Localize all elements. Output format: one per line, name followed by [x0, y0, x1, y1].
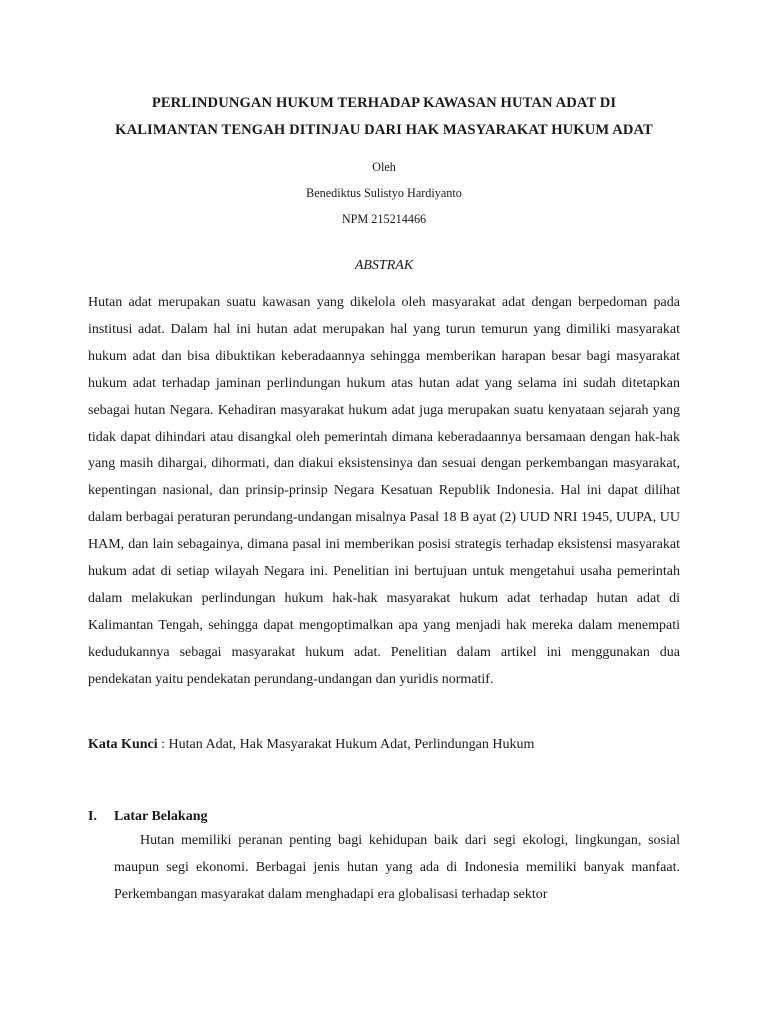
byline-oleh: Oleh — [372, 160, 396, 174]
paper-title-line-1: PERLINDUNGAN HUKUM TERHADAP KAWASAN HUTAN ADAT DI — [151, 95, 617, 111]
paper-title — [80, 90, 688, 144]
section-number: I. — [88, 809, 97, 824]
section-paragraph: Hutan memiliki peranan penting bagi kehidupan baik dari segi ekologi, lingkungan, sosial maupun segi ekonomi. Berbagai jenis hutan yang ada di Indonesia memiliki banyak manfaat. Perkembangan masyarakat dalam menghadapi era globalisasi terhadap sektor — [114, 833, 680, 902]
keywords-value: Hutan Adat, Hak Masyarakat Hukum Adat, Perlindungan Hukum — [168, 737, 535, 752]
student-number: NPM 215214466 — [341, 212, 427, 226]
keywords-line — [88, 734, 688, 756]
author-block — [80, 154, 688, 232]
abstract-heading: ABSTRAK — [354, 258, 414, 273]
author-name: Benediktus Sulistyo Hardiyanto — [306, 186, 462, 200]
abstract-paragraph: Hutan adat merupakan suatu kawasan yang dikelola oleh masyarakat adat dengan berpedoman pada institusi adat. Dalam hal ini hutan adat merupakan hal yang turun temurun yang dimiliki masyarakat hukum adat dan bisa dibuktikan keberadaannya sehingga memberikan harapan besar bagi masyarakat hukum adat terhadap jaminan perlindungan hukum atas hutan adat yang selama ini sudah ditetapkan sebagai hutan Negara. Kehadiran masyarakat hukum adat juga merupakan suatu kenyataan sejarah yang tidak dapat dihindari atau disangkal oleh pemerintah dimana keberadaannya bersamaan dengan hak-hak yang masih dihargai, dihormati, dan diakui eksistensinya dan sesuai dengan perkembangan masyarakat, kepentingan nasional, dan prinsip-prinsip Negara Kesatuan Republik Indonesia. Hal ini dapat dilihat dalam berbagai peraturan perundang-undangan misalnya Pasal 18 B ayat (2) UUD NRI 1945, UUPA, UU HAM, dan lain sebagainya, dimana pasal ini memberikan posisi strategis terhadap eksistensi masyarakat hukum adat di setiap wilayah Negara ini. Penelitian ini bertujuan untuk mengetahui usaha pemerintah dalam melakukan perlindungan hukum hak-hak masyarakat hukum adat terhadap hutan adat di Kalimantan Tengah, sehingga dapat mengoptimalkan apa yang menjadi hak mereka dalam menempati kedudukannya sebagai masyarakat hukum adat. Penelitian dalam artikel ini menggunakan dua pendekatan yaitu pendekatan perundang-undangan dan yuridis normatif. — [88, 295, 681, 687]
keywords-label: Kata Kunci — [88, 737, 158, 752]
keywords-separator: : — [157, 737, 169, 752]
section-heading — [88, 806, 207, 828]
paper-title-line-2: KALIMANTAN TENGAH DITINJAU DARI HAK MASYARAKAT HUKUM ADAT — [115, 122, 653, 138]
section-title: Latar Belakang — [114, 809, 208, 824]
